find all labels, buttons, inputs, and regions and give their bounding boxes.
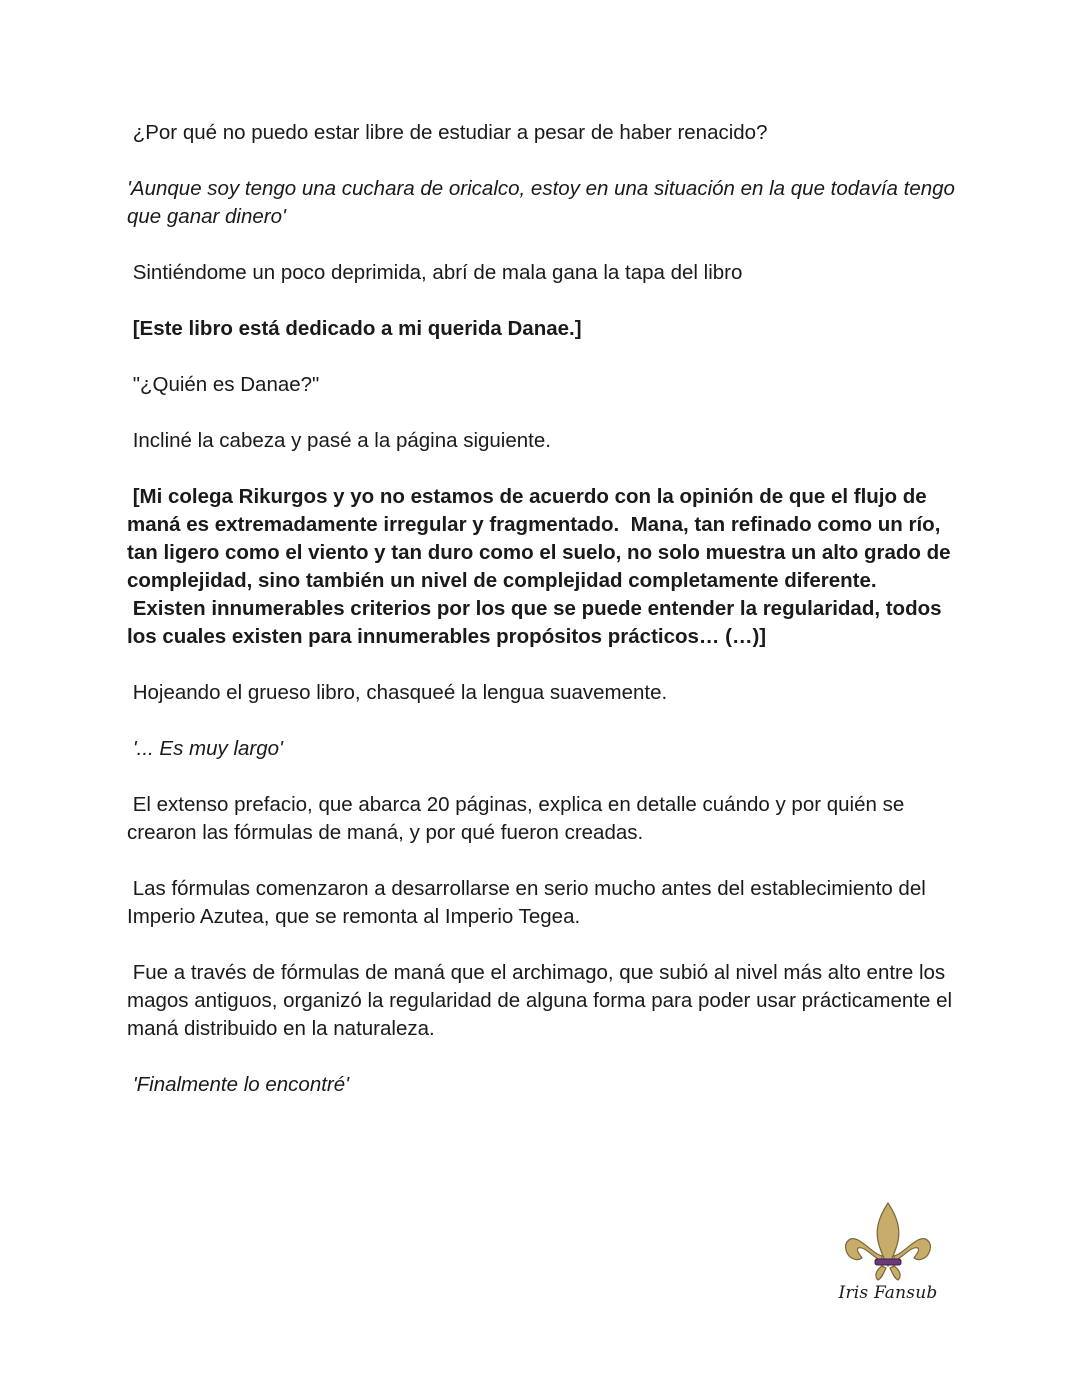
- paragraph: El extenso prefacio, que abarca 20 páginas, explica en detalle cuándo y por quién se crearon las fórmulas de maná, y por qué fueron creadas.: [127, 793, 910, 844]
- paragraph: "¿Quién es Danae?": [127, 373, 320, 396]
- logo-text: Iris Fansub: [838, 1283, 938, 1303]
- fleur-de-lis-icon: [838, 1200, 938, 1285]
- paragraph: Hojeando el grueso libro, chasqueé la lengua suavemente.: [127, 681, 668, 704]
- document-body: [127, 119, 961, 1127]
- paragraph: 'Aunque soy tengo una cuchara de oricalco, estoy en una situación en la que todavía tengo que ganar dinero': [127, 177, 961, 228]
- paragraph: Incliné la cabeza y pasé a la página siguiente.: [127, 429, 551, 452]
- paragraph: Las fórmulas comenzaron a desarrollarse en serio mucho antes del establecimiento del Imperio Azutea, que se remonta al Imperio Tegea.: [127, 877, 932, 928]
- iris-fansub-logo: [838, 1200, 938, 1310]
- paragraph: Fue a través de fórmulas de maná que el archimago, que subió al nivel más alto entre los magos antiguos, organizó la regularidad de alguna forma para poder usar prácticamente el maná distribuido en la naturaleza.: [127, 961, 958, 1040]
- paragraph: 'Finalmente lo encontré': [127, 1073, 350, 1096]
- paragraph: [Mi colega Rikurgos y yo no estamos de acuerdo con la opinión de que el flujo de maná es extremadamente irregular y fragmentado. Mana, tan refinado como un río, tan ligero como el viento y tan duro como el suelo, no solo muestra un alto grado de complejidad, sino también un nivel de complejidad completamente diferente. Existen innumerables criterios por los que se puede entender la regularidad, todos los cuales existen para innumerables propósitos prácticos… (…)]: [127, 485, 951, 648]
- paragraph: '... Es muy largo': [127, 737, 283, 760]
- paragraph: Sintiéndome un poco deprimida, abrí de mala gana la tapa del libro: [127, 261, 743, 284]
- paragraph: [Este libro está dedicado a mi querida Danae.]: [127, 317, 582, 340]
- paragraph: ¿Por qué no puedo estar libre de estudiar a pesar de haber renacido?: [127, 121, 768, 144]
